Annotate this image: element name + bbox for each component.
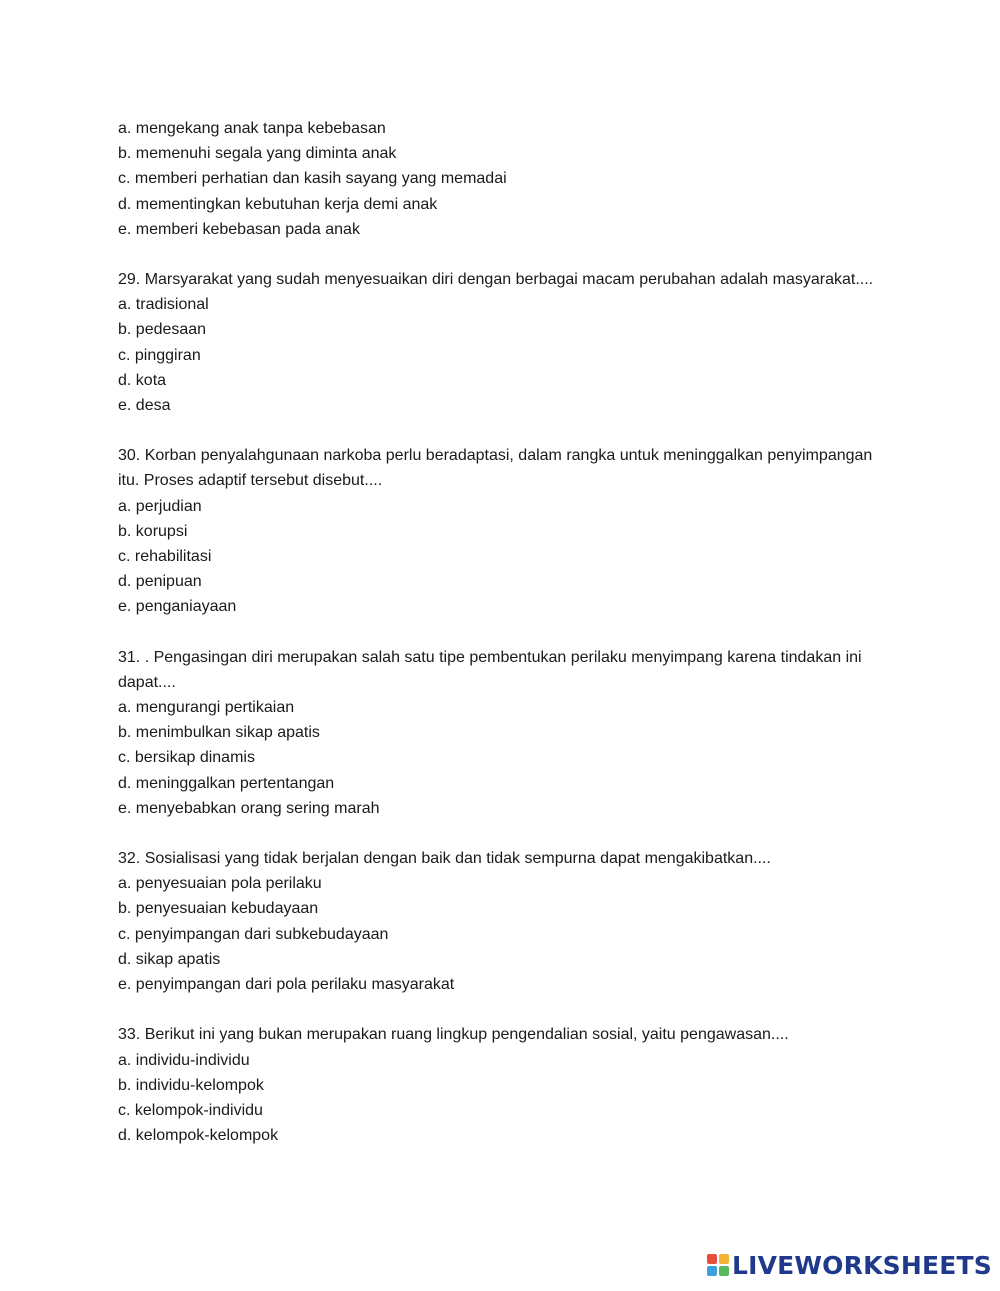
liveworksheets-logo-icon bbox=[707, 1254, 729, 1276]
option-e: e. menyebabkan orang sering marah bbox=[118, 799, 380, 817]
logo-square bbox=[707, 1254, 717, 1264]
question-text: 32. Sosialisasi yang tidak berjalan dengan baik dan tidak sempurna dapat mengakibatkan.... bbox=[118, 850, 771, 868]
option-d: d. penipuan bbox=[118, 573, 202, 591]
question-32 bbox=[118, 846, 878, 997]
option-b: b. menimbulkan sikap apatis bbox=[118, 724, 320, 742]
option-a: a. tradisional bbox=[118, 296, 209, 314]
option-c: c. bersikap dinamis bbox=[118, 749, 255, 767]
option-c: c. memberi perhatian dan kasih sayang yang memadai bbox=[118, 170, 507, 188]
option-b: b. korupsi bbox=[118, 522, 188, 540]
question-text: 29. Marsyarakat yang sudah menyesuaikan diri dengan berbagai macam perubahan adalah masyarakat.... bbox=[118, 271, 874, 289]
question-30 bbox=[118, 443, 878, 619]
question-29 bbox=[118, 267, 878, 418]
option-d: d. kota bbox=[118, 371, 167, 389]
option-d: d. kelompok-kelompok bbox=[118, 1127, 279, 1145]
option-d: d. mementingkan kebutuhan kerja demi anak bbox=[118, 195, 438, 213]
question-31 bbox=[118, 645, 878, 821]
logo-square bbox=[719, 1254, 729, 1264]
option-d: d. meninggalkan pertentangan bbox=[118, 774, 335, 792]
liveworksheets-brand bbox=[707, 1250, 992, 1280]
question-33 bbox=[118, 1022, 878, 1148]
question-text: 31. . Pengasingan diri merupakan salah satu tipe pembentukan perilaku menyimpang karena tindakan ini dapat.... bbox=[118, 648, 862, 691]
option-a: a. mengurangi pertikaian bbox=[118, 699, 295, 717]
option-a: a. individu-individu bbox=[118, 1051, 250, 1069]
option-e: e. penganiayaan bbox=[118, 598, 237, 616]
question-text: 30. Korban penyalahgunaan narkoba perlu beradaptasi, dalam rangka untuk meninggalkan penyimpangan itu. Proses adaptif tersebut disebut.... bbox=[118, 447, 873, 490]
question-text: 33. Berikut ini yang bukan merupakan ruang lingkup pengendalian sosial, yaitu pengawasan.... bbox=[118, 1026, 789, 1044]
option-d: d. sikap apatis bbox=[118, 950, 221, 968]
worksheet bbox=[118, 116, 878, 1148]
option-e: e. desa bbox=[118, 397, 171, 415]
logo-square bbox=[707, 1266, 717, 1276]
option-b: b. individu-kelompok bbox=[118, 1076, 264, 1094]
option-c: c. penyimpangan dari subkebudayaan bbox=[118, 925, 389, 943]
option-c: c. pinggiran bbox=[118, 346, 201, 364]
option-a: a. perjudian bbox=[118, 497, 202, 515]
logo-square bbox=[719, 1266, 729, 1276]
option-e: e. memberi kebebasan pada anak bbox=[118, 220, 360, 238]
option-b: b. pedesaan bbox=[118, 321, 207, 339]
option-b: b. memenuhi segala yang diminta anak bbox=[118, 145, 397, 163]
option-c: c. kelompok-individu bbox=[118, 1101, 263, 1119]
option-b: b. penyesuaian kebudayaan bbox=[118, 900, 319, 918]
option-c: c. rehabilitasi bbox=[118, 548, 212, 566]
brand-wordmark: LIVEWORKSHEETS bbox=[731, 1250, 992, 1280]
option-a: a. penyesuaian pola perilaku bbox=[118, 875, 322, 893]
intro-options bbox=[118, 116, 878, 242]
option-a: a. mengekang anak tanpa kebebasan bbox=[118, 120, 386, 137]
option-e: e. penyimpangan dari pola perilaku masyarakat bbox=[118, 976, 455, 994]
